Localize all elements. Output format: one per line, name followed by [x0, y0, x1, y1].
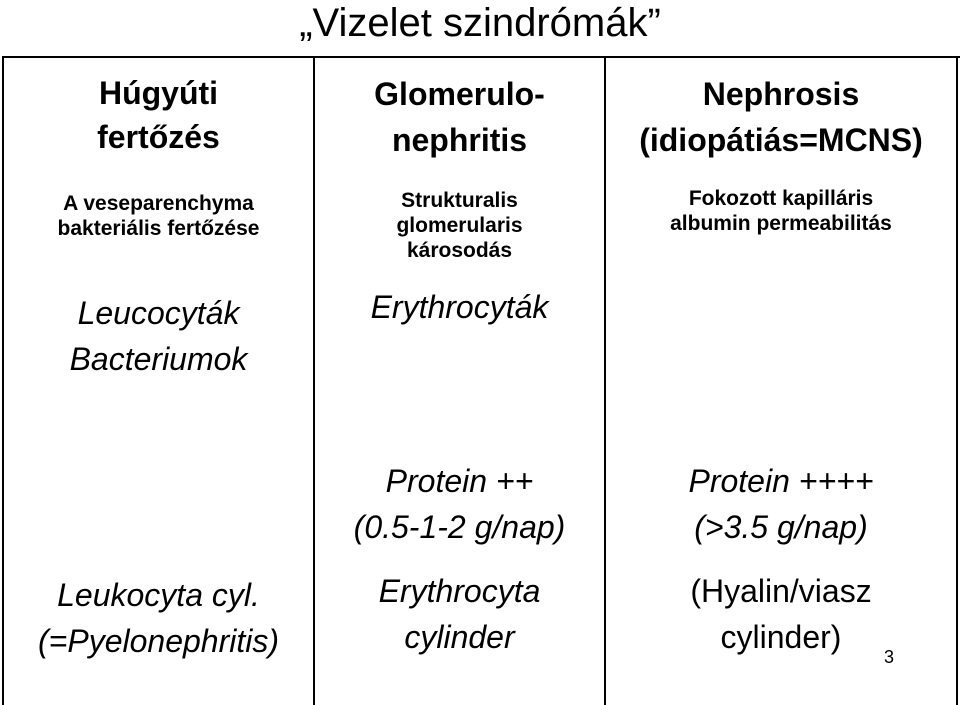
protein-column-2: [315, 452, 604, 556]
slide-title: „Vizelet szindrómák”: [299, 1, 661, 45]
definition-line: Fokozott kapilláris: [688, 187, 874, 210]
page-number: 3: [883, 647, 894, 667]
definition-line: albumin permeabilitás: [670, 212, 892, 235]
definition-line: A veseparenchyma: [63, 192, 254, 215]
header-line: Húgyúti: [98, 75, 219, 111]
cells-line: Bacteriumok: [69, 341, 248, 377]
definition-column-1: [4, 176, 313, 256]
casts-line: cylinder): [720, 619, 842, 655]
header-column-3: [606, 62, 956, 172]
definition-column-3: [606, 181, 956, 241]
header-line: nephritis: [391, 122, 528, 158]
header-column-2: [315, 62, 604, 172]
casts-line: Leukocyta cyl.: [57, 577, 260, 613]
header-line: Nephrosis: [702, 76, 860, 112]
definition-line: bakteriális fertőzése: [57, 217, 260, 240]
table-right-border: [956, 56, 958, 705]
protein-column-3: [606, 452, 956, 556]
casts-line: Erythrocyta: [378, 573, 541, 609]
definition-line: glomerularis: [396, 213, 523, 237]
definition-line: Strukturalis: [401, 188, 518, 212]
casts-column-3: [606, 564, 956, 664]
casts-line: (Hyalin/viasz: [690, 573, 872, 609]
casts-line: cylinder: [404, 619, 515, 655]
cells-line: Leucocyták: [77, 295, 240, 331]
casts-column-1: [4, 566, 313, 670]
definition-column-2: [315, 181, 604, 269]
casts-line: (=Pyelonephritis): [38, 623, 279, 659]
header-line: Glomerulo-: [374, 76, 545, 112]
table-top-border: [2, 56, 960, 58]
header-line: (idiopátiás=MCNS): [639, 122, 923, 158]
casts-column-2: [315, 564, 604, 664]
protein-line: Protein ++++: [688, 463, 874, 499]
protein-line: (0.5-1-2 g/nap): [353, 509, 566, 545]
cells-column-1: [4, 284, 313, 388]
cells-column-2: [315, 282, 604, 332]
cells-line: Erythrocyták: [370, 289, 549, 325]
protein-line: Protein ++: [385, 463, 534, 499]
protein-line: (>3.5 g/nap): [694, 509, 868, 545]
header-column-1: [4, 60, 313, 170]
header-line: fertőzés: [97, 119, 220, 155]
definition-line: károsodás: [406, 238, 513, 262]
